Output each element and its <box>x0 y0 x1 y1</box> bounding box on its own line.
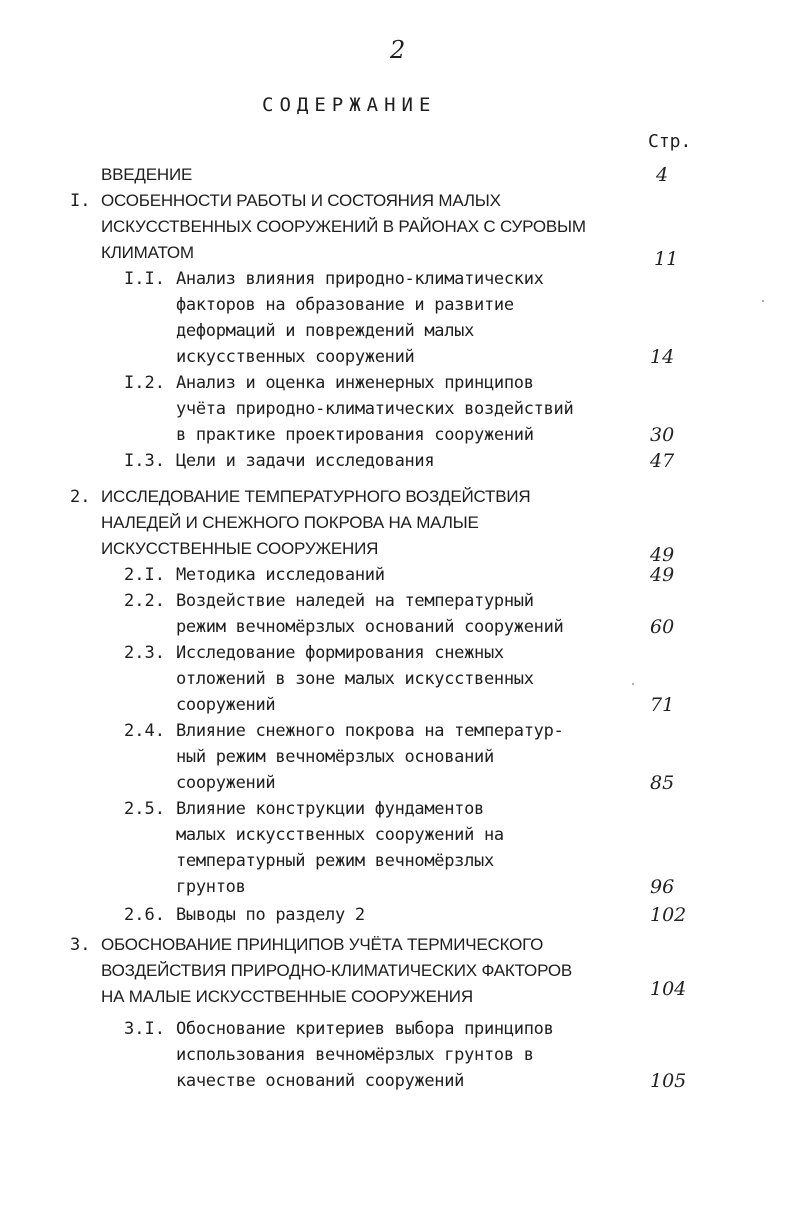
toc-section-title-line: ный режим вечномёрзлых оснований <box>176 747 494 767</box>
toc-section-title-line: качестве оснований сооружений <box>176 1071 465 1091</box>
toc-section-number: 2.3. <box>124 643 165 663</box>
toc-section-number: I.2. <box>124 373 165 393</box>
page-number: 2 <box>390 36 406 64</box>
toc-section-title-line: Исследование формирования снежных <box>176 643 504 663</box>
toc-section-title-line: Анализ и оценка инженерных принципов <box>176 373 534 393</box>
toc-chapter-title-line: НАЛЕДЕЙ И СНЕЖНОГО ПОКРОВА НА МАЛЫЕ <box>101 513 479 532</box>
toc-chapter-title-line: ИССЛЕДОВАНИЕ ТЕМПЕРАТУРНОГО ВОЗДЕЙСТВИЯ <box>101 487 531 506</box>
scan-speck <box>632 683 634 685</box>
page-column-label: Стр. <box>648 131 692 152</box>
toc-section-title-line: факторов на образование и развитие <box>176 295 514 315</box>
toc-page-number: 102 <box>650 904 687 926</box>
toc-section-title-line: грунтов <box>176 877 246 897</box>
scan-speck <box>762 300 764 302</box>
toc-chapter-title-line: ИСКУССТВЕННЫЕ СООРУЖЕНИЯ <box>101 539 379 558</box>
toc-page-number: 49 <box>650 564 675 586</box>
toc-chapter-title-line: ВОЗДЕЙСТВИЯ ПРИРОДНО-КЛИМАТИЧЕСКИХ ФАКТОРОВ <box>101 961 573 980</box>
toc-section-number: I.3. <box>124 451 165 471</box>
toc-section-title-line: деформаций и повреждений малых <box>176 321 475 341</box>
toc-page-number: 4 <box>656 164 669 186</box>
toc-page-number: 96 <box>650 876 675 898</box>
toc-section-title-line: температурный режим вечномёрзлых <box>176 851 494 871</box>
toc-section-title-line: в практике проектирования сооружений <box>176 425 534 445</box>
toc-section-title-line: малых искусственных сооружений на <box>176 825 504 845</box>
toc-section-title-line: сооружений <box>176 695 276 715</box>
toc-entry-title: ВВЕДЕНИЕ <box>101 165 193 184</box>
toc-page-number: 14 <box>650 346 675 368</box>
toc-section-title-line: Обоснование критериев выбора принципов <box>176 1019 554 1039</box>
toc-section-number: 2.5. <box>124 799 165 819</box>
toc-section-title-line: Влияние конструкции фундаментов <box>176 799 484 819</box>
toc-chapter-title-line: НА МАЛЫЕ ИСКУССТВЕННЫЕ СООРУЖЕНИЯ <box>101 987 473 1006</box>
toc-section-title-line: Влияние снежного покрова на температур- <box>176 721 564 741</box>
toc-section-title-line: Воздействие наледей на температурный <box>176 591 534 611</box>
toc-section-title-line: учёта природно-климатических воздействий <box>176 399 574 419</box>
toc-page-number: 47 <box>650 450 675 472</box>
toc-section-title-line: режим вечномёрзлых оснований сооружений <box>176 617 564 637</box>
toc-chapter-number: 3. <box>70 935 91 955</box>
toc-page-number: 49 <box>650 544 675 566</box>
toc-chapter-title-line: ОБОСНОВАНИЕ ПРИНЦИПОВ УЧЁТА ТЕРМИЧЕСКОГО <box>101 935 544 954</box>
toc-section-number: 2.I. <box>124 565 165 585</box>
toc-section-title-line: отложений в зоне малых искусственных <box>176 669 534 689</box>
toc-section-number: 2.2. <box>124 591 165 611</box>
toc-page-number: 85 <box>650 772 675 794</box>
toc-page-number: 60 <box>650 616 675 638</box>
toc-chapter-title-line: ИСКУССТВЕННЫХ СООРУЖЕНИЙ В РАЙОНАХ С СУРОВЫМ <box>101 217 586 236</box>
toc-section-title-line: Методика исследований <box>176 565 385 585</box>
toc-section-title-line: искусственных сооружений <box>176 347 415 367</box>
toc-page-number: 104 <box>650 978 687 1000</box>
toc-chapter-number: 2. <box>70 487 91 507</box>
toc-page-number: 105 <box>650 1070 687 1092</box>
toc-section-title-line: Выводы по разделу 2 <box>176 905 365 925</box>
toc-chapter-title-line: КЛИМАТОМ <box>101 243 194 262</box>
toc-section-title-line: сооружений <box>176 773 276 793</box>
toc-page-number: 30 <box>650 424 675 446</box>
toc-page-number: 11 <box>654 248 679 270</box>
toc-section-title-line: Цели и задачи исследования <box>176 451 435 471</box>
toc-section-number: 3.I. <box>124 1019 165 1039</box>
toc-section-number: 2.4. <box>124 721 165 741</box>
toc-chapter-title-line: ОСОБЕННОСТИ РАБОТЫ И СОСТОЯНИЯ МАЛЫХ <box>101 191 501 210</box>
toc-section-title-line: использования вечномёрзлых грунтов в <box>176 1045 534 1065</box>
toc-chapter-number: I. <box>70 191 91 211</box>
toc-section-title-line: Анализ влияния природно-климатических <box>176 269 544 289</box>
toc-section-number: 2.6. <box>124 905 165 925</box>
toc-page-number: 71 <box>650 694 675 716</box>
toc-section-number: I.I. <box>124 269 165 289</box>
page-title: СОДЕРЖАНИЕ <box>262 94 437 116</box>
